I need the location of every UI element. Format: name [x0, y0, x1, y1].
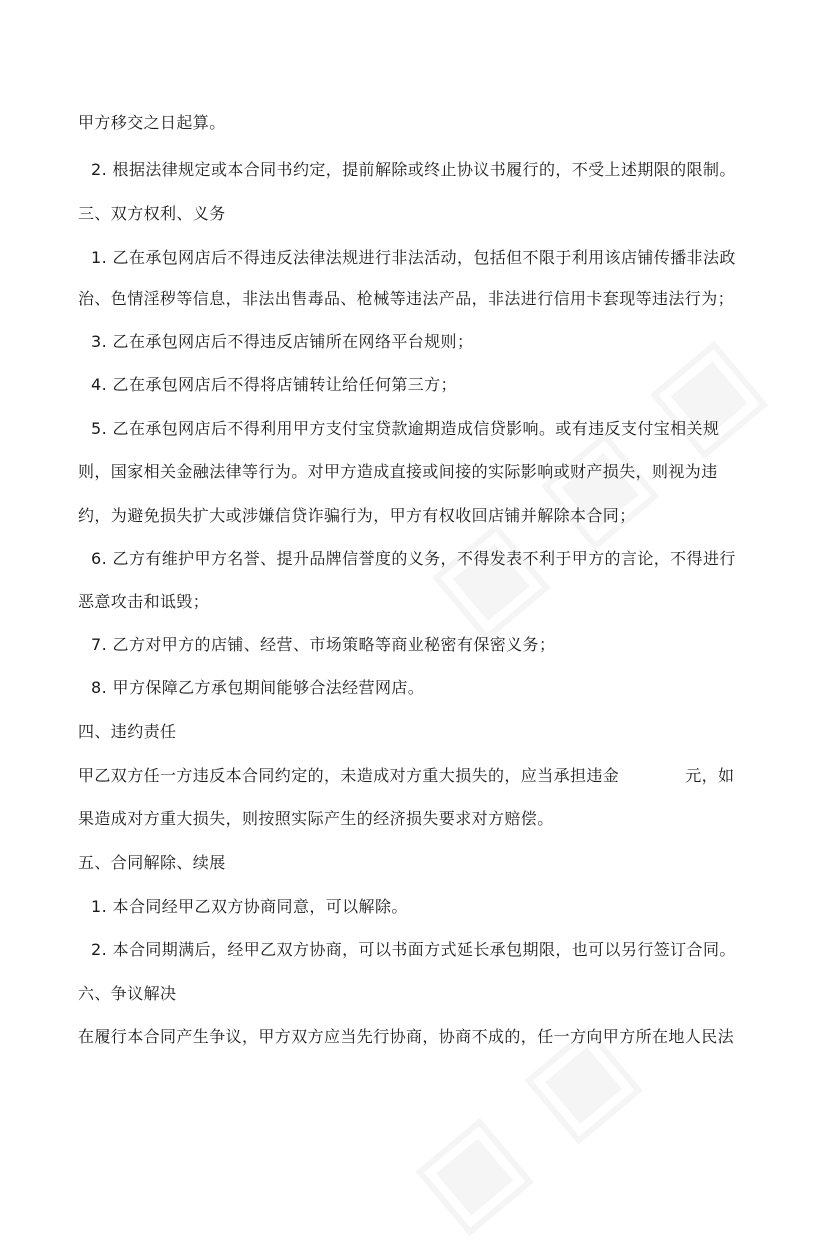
clause-5-line: 5. 乙在承包网店后不得利用甲方支付宝贷款逾期造成信贷影响。或有违反支付宝相关规	[91, 419, 720, 438]
clause-4-line: 4. 乙在承包网店后不得将店铺转让给任何第三方；	[91, 375, 457, 394]
clause-1-line: 1. 乙在承包网店后不得违反法律法规进行非法活动，包括但不限于利用该店铺传播非法政	[91, 248, 736, 267]
penalty-text-before: 甲乙双方任一方违反本合同约定的，未造成对方重大损失的，应当承担违金	[78, 766, 620, 785]
penalty-text-after: 元，如	[685, 766, 735, 785]
paragraph-line: 果造成对方重大损失，则按照实际产生的经济损失要求对方赔偿。	[78, 809, 554, 828]
paragraph-line: 则，国家相关金融法律等行为。对甲方造成直接或间接的实际影响或财产损失，则视为违	[78, 462, 718, 481]
paragraph-line	[78, 765, 734, 787]
watermark	[404, 310, 784, 658]
clause-3-line: 3. 乙在承包网店后不得违反店铺所在网络平台规则；	[91, 332, 474, 351]
paragraph-line: 恶意攻击和诋毁；	[78, 592, 210, 611]
paragraph-line: 治、色情淫秽等信息，非法出售毒品、枪械等违法产品，非法进行信用卡套现等违法行为；	[78, 289, 735, 308]
section-heading-5: 五、合同解除、续展	[78, 853, 226, 872]
clause-2-line: 2. 根据法律规定或本合同书约定，提前解除或终止协议书履行的，不受上述期限的限制。	[91, 160, 736, 179]
clause-2-line: 2. 本合同期满后，经甲乙双方协商，可以书面方式延长承包期限，也可以另行签订合同。	[91, 940, 736, 959]
section-heading-6: 六、争议解决	[78, 984, 177, 1003]
clause-8-line: 8. 甲方保障乙方承包期间能够合法经营网店。	[91, 678, 425, 697]
clause-1-line: 1. 本合同经甲乙双方协商同意，可以解除。	[91, 897, 408, 916]
clause-7-line: 7. 乙方对甲方的店铺、经营、市场策略等商业秘密有保密义务；	[91, 635, 556, 654]
clause-6-line: 6. 乙方有维护甲方名誉、提升品牌信誉度的义务，不得发表不利于甲方的言论，不得进行	[91, 549, 736, 568]
section-heading-4: 四、违约责任	[78, 722, 177, 741]
paragraph-line: 约，为避免损失扩大或涉嫌信贷诈骗行为，甲方有权收回店铺并解除本合同；	[78, 506, 636, 525]
section-heading-3: 三、双方权利、义务	[78, 204, 226, 223]
paragraph-line: 甲方移交之日起算。	[78, 113, 226, 132]
paragraph-line: 在履行本合同产生争议，甲方双方应当先行协商，协商不成的，任一方向甲方所在地人民法	[78, 1027, 735, 1046]
